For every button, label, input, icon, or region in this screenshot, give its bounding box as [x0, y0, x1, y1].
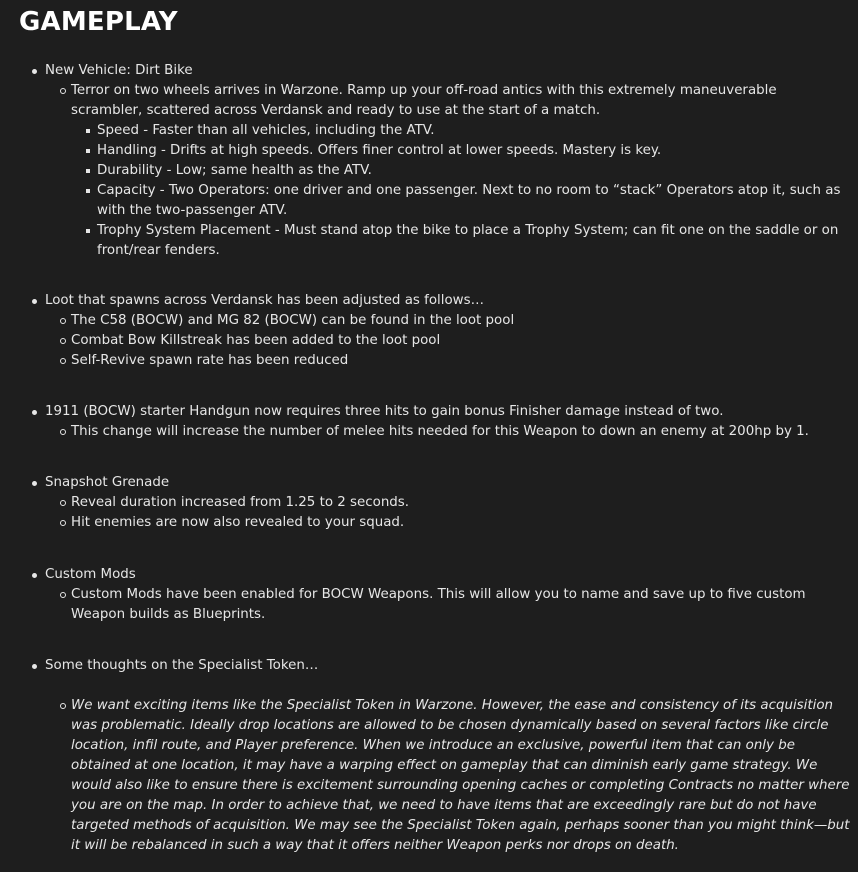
list-item — [30, 656, 850, 856]
list-item: Self-Revive spawn rate has been reduced — [45, 351, 850, 371]
section-handgun — [30, 402, 850, 442]
section-snapshot-grenade — [30, 473, 850, 533]
page-title: GAMEPLAY — [19, 7, 178, 37]
list-item — [30, 402, 850, 442]
list-item: Durability - Low; same health as the ATV. — [71, 161, 850, 181]
list-item: Hit enemies are now also revealed to your squad. — [45, 513, 850, 533]
handgun-heading: 1911 (BOCW) starter Handgun now requires three hits to gain bonus Finisher damage instead of two. — [45, 404, 724, 419]
dirt-bike-heading: New Vehicle: Dirt Bike — [45, 63, 193, 78]
list-item: Speed - Faster than all vehicles, including the ATV. — [71, 121, 850, 141]
list-item: Capacity - Two Operators: one driver and one passenger. Next to no room to “stack” Operators atop it, such as with the two-passenger ATV. — [71, 181, 850, 221]
token-heading: Some thoughts on the Specialist Token… — [45, 658, 319, 673]
dirt-bike-intro: Terror on two wheels arrives in Warzone. Ramp up your off-road antics with this extremely maneuverable scrambler, scattered across Verdansk and ready to use at the start of a match. — [71, 83, 777, 118]
list-item — [30, 291, 850, 371]
list-item: Custom Mods have been enabled for BOCW Weapons. This will allow you to name and save up to five custom Weapon builds as Blueprints. — [45, 585, 850, 625]
loot-heading: Loot that spawns across Verdansk has been adjusted as follows… — [45, 293, 484, 308]
list-item — [30, 565, 850, 625]
mods-heading: Custom Mods — [45, 567, 136, 582]
token-note: We want exciting items like the Specialist Token in Warzone. However, the ease and consistency of its acquisition was problematic. Ideally drop locations are allowed to be chosen dynamically based on several factors like circle location, infil route, and Player preference. When we introduce an exclusive, powerful item that can only be obtained at one location, it may have a warping effect on gameplay that can diminish early game strategy. We would also like to ensure there is excitement surrounding opening caches or completing Contracts no matter where you are on the map. In order to achieve that, we need to have items that are exceedingly rare but do not have targeted methods of acquisition. We may see the Specialist Token again, perhaps sooner than you might think—but it will be rebalanced in such a way that it offers neither Weapon perks nor drops on death. — [45, 696, 850, 856]
grenade-heading: Snapshot Grenade — [45, 475, 170, 490]
list-item — [30, 61, 850, 261]
list-item: Trophy System Placement - Must stand atop the bike to place a Trophy System; can fit one on the saddle or on front/rear fenders. — [71, 221, 850, 261]
section-custom-mods — [30, 565, 850, 625]
section-loot — [30, 291, 850, 371]
list-item: Reveal duration increased from 1.25 to 2 seconds. — [45, 493, 850, 513]
list-item: The C58 (BOCW) and MG 82 (BOCW) can be found in the loot pool — [45, 311, 850, 331]
section-dirt-bike — [30, 61, 850, 261]
list-item: This change will increase the number of melee hits needed for this Weapon to down an enemy at 200hp by 1. — [45, 422, 850, 442]
list-item: Combat Bow Killstreak has been added to the loot pool — [45, 331, 850, 351]
section-specialist-token — [30, 656, 850, 856]
list-item — [45, 81, 850, 261]
list-item — [30, 473, 850, 533]
list-item: Handling - Drifts at high speeds. Offers finer control at lower speeds. Mastery is key. — [71, 141, 850, 161]
